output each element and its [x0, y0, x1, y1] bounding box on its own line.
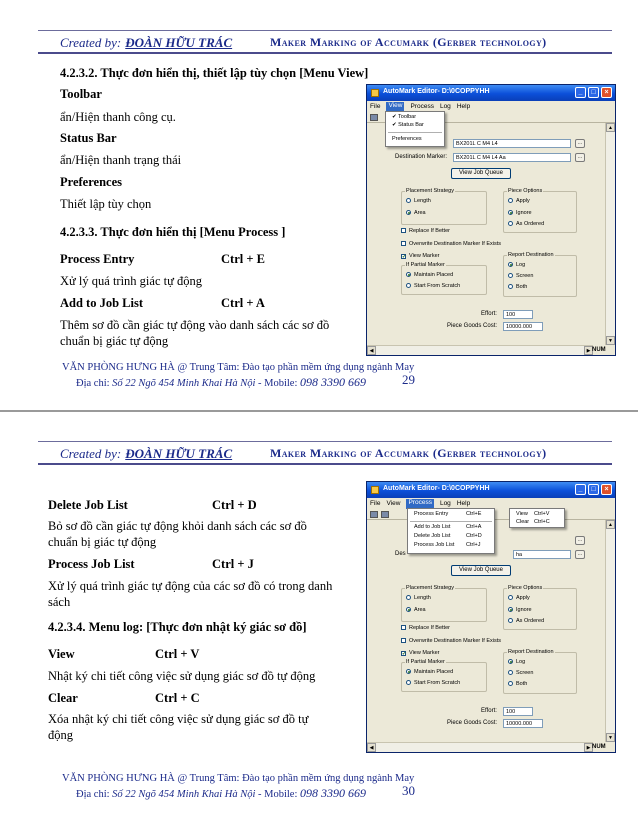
header-created-by: Created by: ĐOÀN HỮU TRÁC	[60, 446, 233, 461]
horizontal-scrollbar[interactable]	[367, 345, 593, 355]
placement-strategy-label: Placement Strategy	[406, 188, 454, 194]
piece-options-label: Piece Options	[508, 188, 543, 194]
app-icon	[371, 486, 379, 494]
header-title: Maker Marking of Accumark (Gerber technology)	[270, 446, 547, 460]
preferences-desc: Thiết lập tùy chọn	[60, 197, 152, 211]
page-number: 29	[402, 372, 415, 387]
log-clear-desc-line1: Xóa nhật ký chi tiết công việc sử dụng giác sơ đồ tự	[48, 712, 309, 726]
area-radio[interactable]: Area	[406, 607, 426, 613]
maintain-placed-radio[interactable]: Maintain Placed	[406, 272, 453, 278]
slide-header	[38, 30, 612, 54]
menu-file[interactable]: File	[370, 500, 381, 507]
scroll-left-icon[interactable]: ◀	[367, 743, 376, 752]
status-num: NUM	[592, 347, 606, 353]
view-job-queue-button[interactable]: View Job Queue	[451, 565, 511, 576]
menu-file[interactable]: File	[370, 103, 381, 110]
start-from-scratch-radio[interactable]: Start From Scratch	[406, 680, 460, 686]
apply-radio[interactable]: Apply	[508, 595, 530, 601]
menu-log[interactable]: Log	[439, 103, 451, 110]
add-job-desc-line1: Thêm sơ đồ cần giác tự động vào danh sách các sơ đồ	[60, 318, 330, 332]
view-menu-preferences[interactable]: Preferences	[392, 136, 422, 142]
horizontal-scrollbar[interactable]	[367, 742, 593, 752]
statusbar-desc: ẩn/Hiện thanh trạng thái	[60, 153, 182, 167]
log-radio[interactable]: Log	[508, 262, 525, 268]
log-view-menu-item[interactable]: View Ctrl+V	[516, 511, 550, 517]
maximize-button[interactable]: □	[588, 484, 599, 495]
destination-marker-label: Destination Marker:	[395, 154, 448, 160]
scroll-right-icon[interactable]: ▶	[584, 743, 593, 752]
editor-form	[367, 123, 605, 345]
process-entry-desc: Xử lý quá trình giác tự động	[60, 274, 202, 288]
log-view-title: View	[48, 647, 75, 661]
vertical-scrollbar[interactable]	[605, 520, 615, 742]
footer-phone: 098 3390 669	[300, 375, 366, 389]
length-radio[interactable]: Length	[406, 595, 431, 601]
destination-marker-label: Des	[395, 551, 406, 557]
as-ordered-radio[interactable]: As Ordered	[508, 221, 544, 227]
add-to-job-list-menu-item[interactable]: Add to Job List Ctrl+A	[414, 524, 482, 530]
menu-view[interactable]: View	[386, 102, 404, 112]
automark-editor-window	[366, 84, 616, 356]
source-marker-field[interactable]: BX201L C M4 L4	[453, 139, 571, 148]
both-radio[interactable]: Both	[508, 284, 527, 290]
window-titlebar	[367, 482, 615, 498]
scroll-up-icon[interactable]: ▲	[606, 520, 615, 529]
status-num: NUM	[592, 744, 606, 750]
destination-marker-field[interactable]: BX201L C M4 L4 Aa	[453, 153, 571, 162]
start-from-scratch-radio[interactable]: Start From Scratch	[406, 283, 460, 289]
view-menu-status-bar[interactable]: ✔ Status Bar	[392, 122, 424, 128]
log-view-desc: Nhật ký chi tiết công việc sử dụng giác sơ đồ tự động	[48, 669, 316, 683]
header-created-by: Created by: ĐOÀN HỮU TRÁC	[60, 35, 233, 50]
delete-job-list-menu-item[interactable]: Delete Job List Ctrl+D	[414, 533, 482, 539]
section-heading: 4.2.3.2. Thực đơn hiển thị, thiết lập tùy chọn [Menu View]	[60, 66, 369, 80]
scroll-down-icon[interactable]: ▼	[606, 733, 615, 742]
footer-line1: VĂN PHÒNG HƯNG HÀ @ Trung Tâm: Đào tạo phần mềm ứng dụng ngành May	[62, 773, 415, 784]
browse-source-button[interactable]: ...	[575, 536, 585, 545]
effort-label: Effort:	[481, 708, 497, 714]
log-radio[interactable]: Log	[508, 659, 525, 665]
piece-goods-cost-label: Piece Goods Cost:	[447, 720, 498, 726]
slide-page-29	[0, 0, 638, 411]
slide-header	[38, 441, 612, 465]
partial-marker-group	[401, 262, 487, 295]
log-clear-shortcut: Ctrl + C	[155, 691, 200, 705]
piece-goods-cost-label: Piece Goods Cost:	[447, 323, 498, 329]
statusbar-title: Status Bar	[60, 131, 117, 145]
menu-help[interactable]: Help	[456, 500, 471, 507]
replace-if-better-checkbox[interactable]: Replace If Better	[401, 228, 450, 234]
report-destination-label: Report Destination	[508, 649, 554, 655]
process-job-title: Process Job List	[48, 557, 135, 571]
header-author: ĐOÀN HỮU TRÁC	[125, 446, 233, 461]
report-destination-group	[503, 252, 577, 297]
overwrite-destination-checkbox[interactable]: Overwrite Destination Marker If Exists	[401, 638, 501, 644]
replace-if-better-checkbox[interactable]: Replace If Better	[401, 625, 450, 631]
toolbar-title: Toolbar	[60, 87, 102, 101]
header-author: ĐOÀN HỮU TRÁC	[125, 35, 233, 50]
screen-radio[interactable]: Screen	[508, 273, 533, 279]
log-clear-menu-item[interactable]: Clear Ctrl+C	[516, 519, 550, 525]
window-title: AutoMark Editor- D:\0COPPYHH	[383, 88, 490, 95]
destination-marker-field[interactable]: ha	[513, 550, 571, 559]
view-job-queue-button[interactable]: View Job Queue	[451, 168, 511, 179]
page-divider	[0, 410, 638, 412]
scroll-up-icon[interactable]: ▲	[606, 123, 615, 132]
ignore-radio[interactable]: Ignore	[508, 607, 532, 613]
both-radio[interactable]: Both	[508, 681, 527, 687]
menu-process[interactable]: Process	[410, 103, 434, 110]
piece-options-label: Piece Options	[508, 585, 543, 591]
process-entry-title: Process Entry	[60, 252, 135, 266]
placement-strategy-group	[401, 188, 487, 225]
section-heading: 4.2.3.4. Menu log: [Thực đơn nhật ký giác sơ đồ]	[48, 620, 307, 634]
process-job-list-menu-item[interactable]: Process Job List Ctrl+J	[414, 542, 481, 548]
view-menu-dropdown	[385, 111, 445, 147]
view-marker-checkbox[interactable]: ✔ View Marker	[402, 650, 440, 657]
process-entry-menu-item[interactable]: Process Entry Ctrl+E	[414, 511, 482, 517]
maximize-button[interactable]: □	[588, 87, 599, 98]
log-view-shortcut: Ctrl + V	[155, 647, 200, 661]
placement-strategy-group	[401, 585, 487, 622]
footer-line1: VĂN PHÒNG HƯNG HÀ @ Trung Tâm: Đào tạo phần mềm ứng dụng ngành May	[62, 362, 415, 373]
app-icon	[371, 89, 379, 97]
menu-log[interactable]: Log	[439, 500, 451, 507]
window-titlebar	[367, 85, 615, 101]
process-entry-shortcut: Ctrl + E	[221, 252, 265, 266]
partial-marker-group	[401, 659, 487, 692]
piece-options-group	[503, 585, 577, 630]
placement-strategy-label: Placement Strategy	[406, 585, 454, 591]
view-marker-checkbox[interactable]: ✔ View Marker	[402, 253, 440, 260]
close-button[interactable]: ×	[601, 87, 612, 98]
report-destination-label: Report Destination	[508, 252, 554, 258]
slide-page-30	[0, 413, 638, 825]
effort-field[interactable]: 100	[503, 310, 533, 319]
minimize-button[interactable]: _	[575, 87, 586, 98]
scroll-right-icon[interactable]: ▶	[584, 346, 593, 355]
process-job-desc-line2: sách	[48, 595, 71, 609]
partial-marker-label: If Partial Marker	[406, 262, 445, 268]
log-menu-dropdown	[509, 508, 565, 528]
piece-goods-cost-field[interactable]: 10000.000	[503, 719, 543, 728]
menu-view[interactable]: View	[386, 500, 401, 507]
browse-destination-button[interactable]: ...	[575, 550, 585, 559]
area-radio[interactable]: Area	[406, 210, 426, 216]
browse-source-button[interactable]: ...	[575, 139, 585, 148]
partial-marker-label: If Partial Marker	[406, 659, 445, 665]
delete-job-title: Delete Job List	[48, 498, 128, 512]
footer-phone: 098 3390 669	[300, 786, 366, 800]
scroll-down-icon[interactable]: ▼	[606, 336, 615, 345]
scroll-left-icon[interactable]: ◀	[367, 346, 376, 355]
effort-field[interactable]: 100	[503, 707, 533, 716]
apply-radio[interactable]: Apply	[508, 198, 530, 204]
delete-job-shortcut: Ctrl + D	[212, 498, 257, 512]
piece-options-group	[503, 188, 577, 233]
maintain-placed-radio[interactable]: Maintain Placed	[406, 669, 453, 675]
add-job-shortcut: Ctrl + A	[221, 296, 265, 310]
process-job-desc-line1: Xử lý quá trình giác tự động của các sơ đồ có trong danh	[48, 579, 333, 593]
effort-label: Effort:	[481, 311, 497, 317]
page-number: 30	[402, 783, 415, 798]
as-ordered-radio[interactable]: As Ordered	[508, 618, 544, 624]
process-menu-dropdown	[407, 508, 495, 554]
menu-help[interactable]: Help	[456, 103, 471, 110]
footer-address-line: Địa chỉ: Số 22 Ngõ 454 Minh Khai Hà Nội - Mobile: 098 3390 669	[76, 375, 366, 389]
report-destination-group	[503, 649, 577, 694]
add-job-title: Add to Job List	[60, 296, 144, 310]
minimize-button[interactable]: _	[575, 484, 586, 495]
header-title: Maker Marking of Accumark (Gerber technology)	[270, 35, 547, 49]
log-clear-title: Clear	[48, 691, 78, 705]
overwrite-destination-checkbox[interactable]: Overwrite Destination Marker If Exists	[401, 241, 501, 247]
window-title: AutoMark Editor- D:\0COPPYHH	[383, 485, 490, 492]
close-button[interactable]: ×	[601, 484, 612, 495]
log-clear-desc-line2: động	[48, 728, 73, 742]
delete-job-desc-line2: chuẩn bị giác tự động	[48, 535, 157, 549]
preferences-title: Preferences	[60, 175, 122, 189]
ignore-radio[interactable]: Ignore	[508, 210, 532, 216]
print-icon[interactable]	[370, 511, 378, 518]
add-job-desc-line2: chuẩn bị giác tự động	[60, 334, 169, 348]
section2-heading: 4.2.3.3. Thực đơn hiển thị [Menu Process ]	[60, 225, 286, 239]
list-icon[interactable]	[381, 511, 389, 518]
automark-editor-window	[366, 481, 616, 753]
process-job-shortcut: Ctrl + J	[212, 557, 254, 571]
delete-job-desc-line1: Bỏ sơ đồ cần giác tự động khỏi danh sách các sơ đồ	[48, 519, 307, 533]
toolbar-desc: ẩn/Hiện thanh công cụ.	[60, 110, 176, 124]
menu-process[interactable]: Process	[406, 499, 433, 509]
vertical-scrollbar[interactable]	[605, 123, 615, 345]
screen-radio[interactable]: Screen	[508, 670, 533, 676]
browse-destination-button[interactable]: ...	[575, 153, 585, 162]
footer-address-line: Địa chỉ: Số 22 Ngõ 454 Minh Khai Hà Nội - Mobile: 098 3390 669	[76, 786, 366, 800]
length-radio[interactable]: Length	[406, 198, 431, 204]
view-menu-toolbar[interactable]: ✔ Toolbar	[392, 114, 417, 120]
piece-goods-cost-field[interactable]: 10000.000	[503, 322, 543, 331]
print-icon[interactable]	[370, 114, 378, 121]
